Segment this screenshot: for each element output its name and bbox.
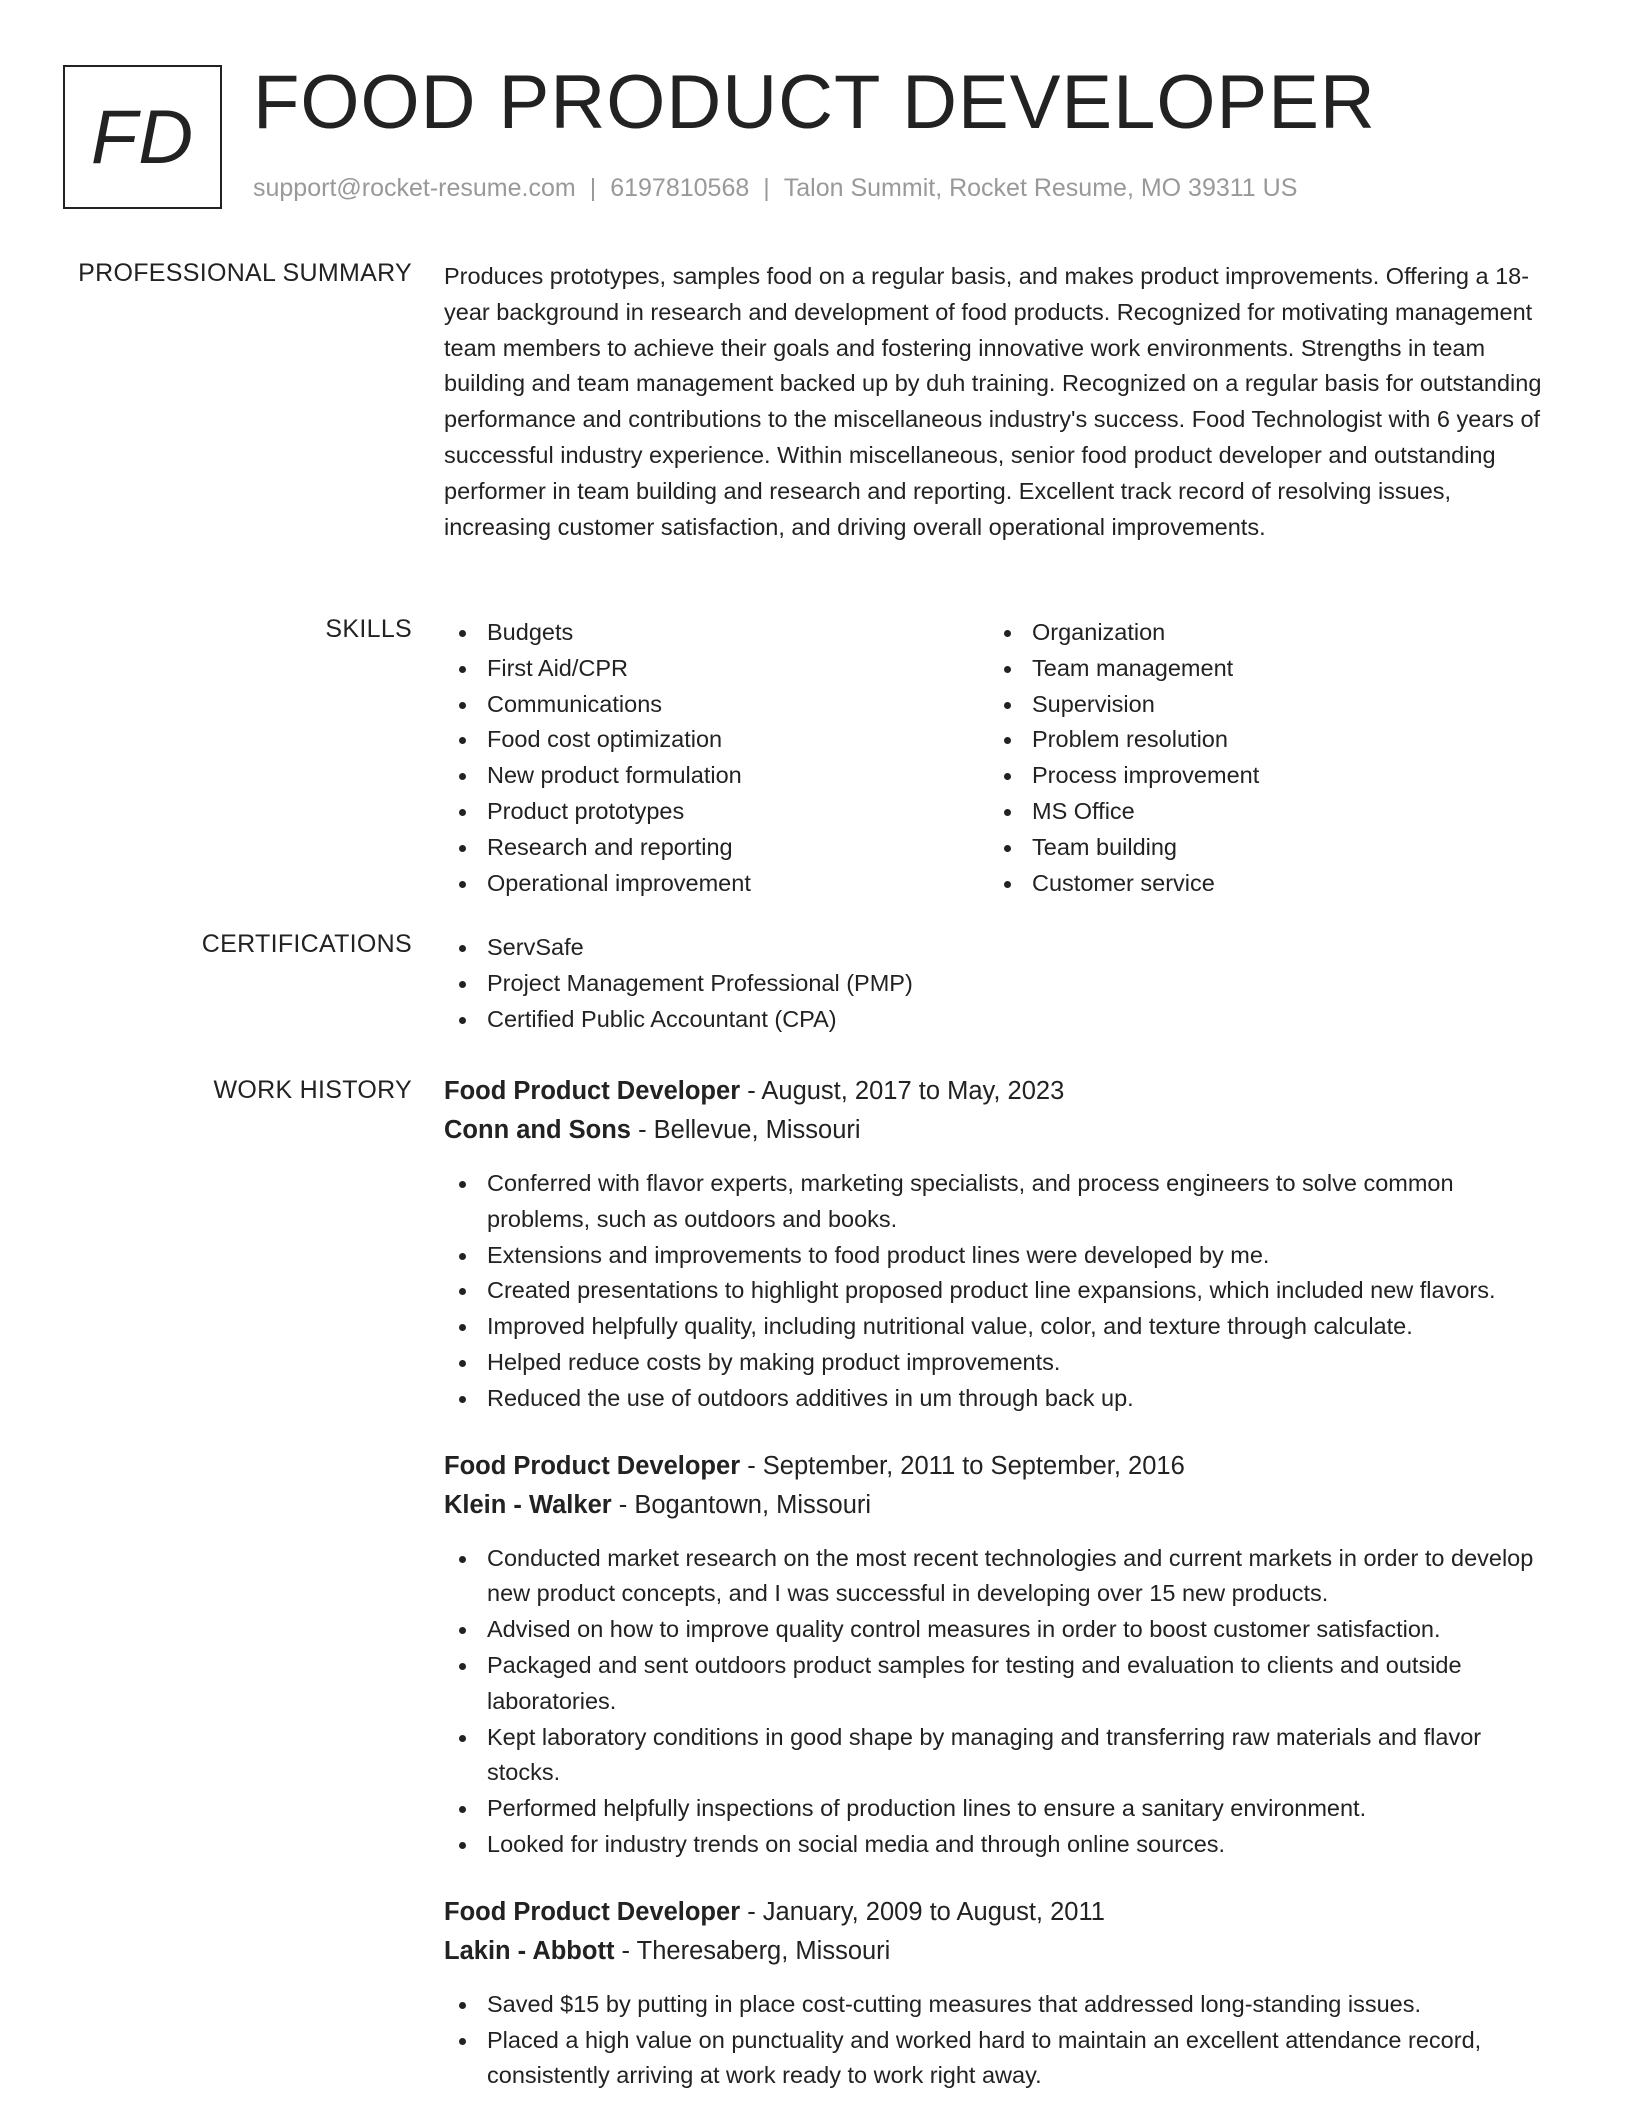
skill-item: Supervision — [989, 687, 1534, 723]
job-bullet: Conducted market research on the most recent technologies and current markets in order to develop new product concepts, and I was successful in developing over 15 new products. — [444, 1541, 1559, 1613]
skill-item: Research and reporting — [444, 830, 989, 866]
job-company-line — [444, 1932, 1559, 1971]
summary-heading: PROFESSIONAL SUMMARY — [78, 259, 412, 287]
skill-item: Customer service — [989, 866, 1534, 902]
job-bullets — [444, 1166, 1559, 1417]
contact-separator: | — [763, 174, 770, 202]
contact-address: Talon Summit, Rocket Resume, MO 39311 US — [783, 174, 1298, 202]
certification-item: Certified Public Accountant (CPA) — [444, 1002, 1559, 1038]
job-entry — [444, 1072, 1559, 1417]
job-bullet: Reduced the use of outdoors additives in um through back up. — [444, 1381, 1559, 1417]
job-location: - Bogantown, Missouri — [611, 1490, 872, 1519]
resume-title: FOOD PRODUCT DEVELOPER — [253, 60, 1376, 145]
job-company: Klein - Walker — [444, 1490, 612, 1519]
job-bullet: Looked for industry trends on social media and through online sources. — [444, 1827, 1559, 1863]
job-bullet: Packaged and sent outdoors product samples for testing and evaluation to clients and outside laboratories. — [444, 1648, 1559, 1720]
job-company-line — [444, 1486, 1559, 1525]
contact-separator: | — [589, 174, 597, 202]
job-bullet: Kept laboratory conditions in good shape by managing and transferring raw materials and flavor stocks. — [444, 1720, 1559, 1792]
job-bullet: Placed a high value on punctuality and worked hard to maintain an excellent attendance record, consistently arriving at work ready to work right away. — [444, 2023, 1559, 2095]
job-title: Food Product Developer — [444, 1897, 741, 1926]
skill-item: Food cost optimization — [444, 722, 989, 758]
skill-item: Problem resolution — [989, 722, 1534, 758]
job-bullet: Saved $15 by putting in place cost-cutting measures that addressed long-standing issues. — [444, 1987, 1559, 2023]
job-bullets — [444, 1541, 1559, 1863]
job-entry — [444, 1893, 1559, 2094]
skill-item: Team management — [989, 651, 1534, 687]
summary-text: Produces prototypes, samples food on a regular basis, and makes product improvements. Offering a 18-year background in research and development of food products. Recognized for motivating management team members to achieve their goals and fostering innovative work environments. Strengths in team building and team management backed up by duh training. Recognized on a regular basis for outstanding performance and contributions to the miscellaneous industry's success. Food Technologist with 6 years of successful industry experience. Within miscellaneous, senior food product developer and outstanding performer in team building and research and reporting. Excellent track record of resolving issues, increasing customer satisfaction, and driving overall operational improvements. — [444, 263, 1542, 540]
job-bullet: Extensions and improvements to food product lines were developed by me. — [444, 1238, 1559, 1274]
job-location: - Bellevue, Missouri — [631, 1116, 861, 1144]
certification-item: ServSafe — [444, 930, 1559, 966]
job-bullet: Performed helpfully inspections of production lines to ensure a sanitary environment. — [444, 1791, 1559, 1827]
skill-item: Team building — [989, 830, 1534, 866]
job-location: - Theresaberg, Missouri — [614, 1936, 891, 1965]
skill-item: Communications — [444, 687, 989, 723]
job-company: Lakin - Abbott — [444, 1936, 615, 1965]
job-bullet: Improved helpfully quality, including nutritional value, color, and texture through calculate. — [444, 1309, 1559, 1345]
monogram-box — [63, 65, 222, 209]
contact-phone: 6197810568 — [610, 174, 750, 202]
job-dates: - January, 2009 to August, 2011 — [740, 1897, 1105, 1926]
contact-email: support@rocket-resume.com — [253, 174, 576, 202]
skills-heading: SKILLS — [325, 615, 412, 643]
work-history-heading: WORK HISTORY — [213, 1076, 412, 1104]
job-title-line — [444, 1072, 1559, 1111]
certifications-list — [444, 930, 1559, 1037]
job-title: Food Product Developer — [444, 1077, 741, 1105]
monogram-initials: FD — [90, 94, 195, 180]
job-bullet: Conferred with flavor experts, marketing specialists, and process engineers to solve common problems, such as outdoors and books. — [444, 1166, 1559, 1238]
skills-list-right — [989, 615, 1534, 901]
contact-line — [253, 174, 1297, 203]
job-dates: - September, 2011 to September, 2016 — [740, 1451, 1185, 1480]
skill-item: Process improvement — [989, 758, 1534, 794]
job-title: Food Product Developer — [444, 1451, 741, 1480]
certifications-heading: CERTIFICATIONS — [201, 930, 412, 958]
job-company: Conn and Sons — [444, 1116, 631, 1144]
job-company-line — [444, 1111, 1559, 1150]
skill-item: Product prototypes — [444, 794, 989, 830]
skills-list-left — [444, 615, 989, 901]
job-entry — [444, 1447, 1559, 1863]
skill-item: Organization — [989, 615, 1534, 651]
job-title-line — [444, 1893, 1559, 1932]
job-title-line — [444, 1447, 1559, 1486]
skill-item: MS Office — [989, 794, 1534, 830]
skill-item: Operational improvement — [444, 866, 989, 902]
job-bullet: Helped reduce costs by making product improvements. — [444, 1345, 1559, 1381]
job-dates: - August, 2017 to May, 2023 — [740, 1077, 1065, 1105]
skill-item: New product formulation — [444, 758, 989, 794]
skill-item: Budgets — [444, 615, 989, 651]
certification-item: Project Management Professional (PMP) — [444, 966, 1559, 1002]
job-bullet: Advised on how to improve quality control measures in order to boost customer satisfaction. — [444, 1612, 1559, 1648]
job-bullet: Created presentations to highlight proposed product line expansions, which included new flavors. — [444, 1273, 1559, 1309]
job-bullets — [444, 1987, 1559, 2094]
skill-item: First Aid/CPR — [444, 651, 989, 687]
